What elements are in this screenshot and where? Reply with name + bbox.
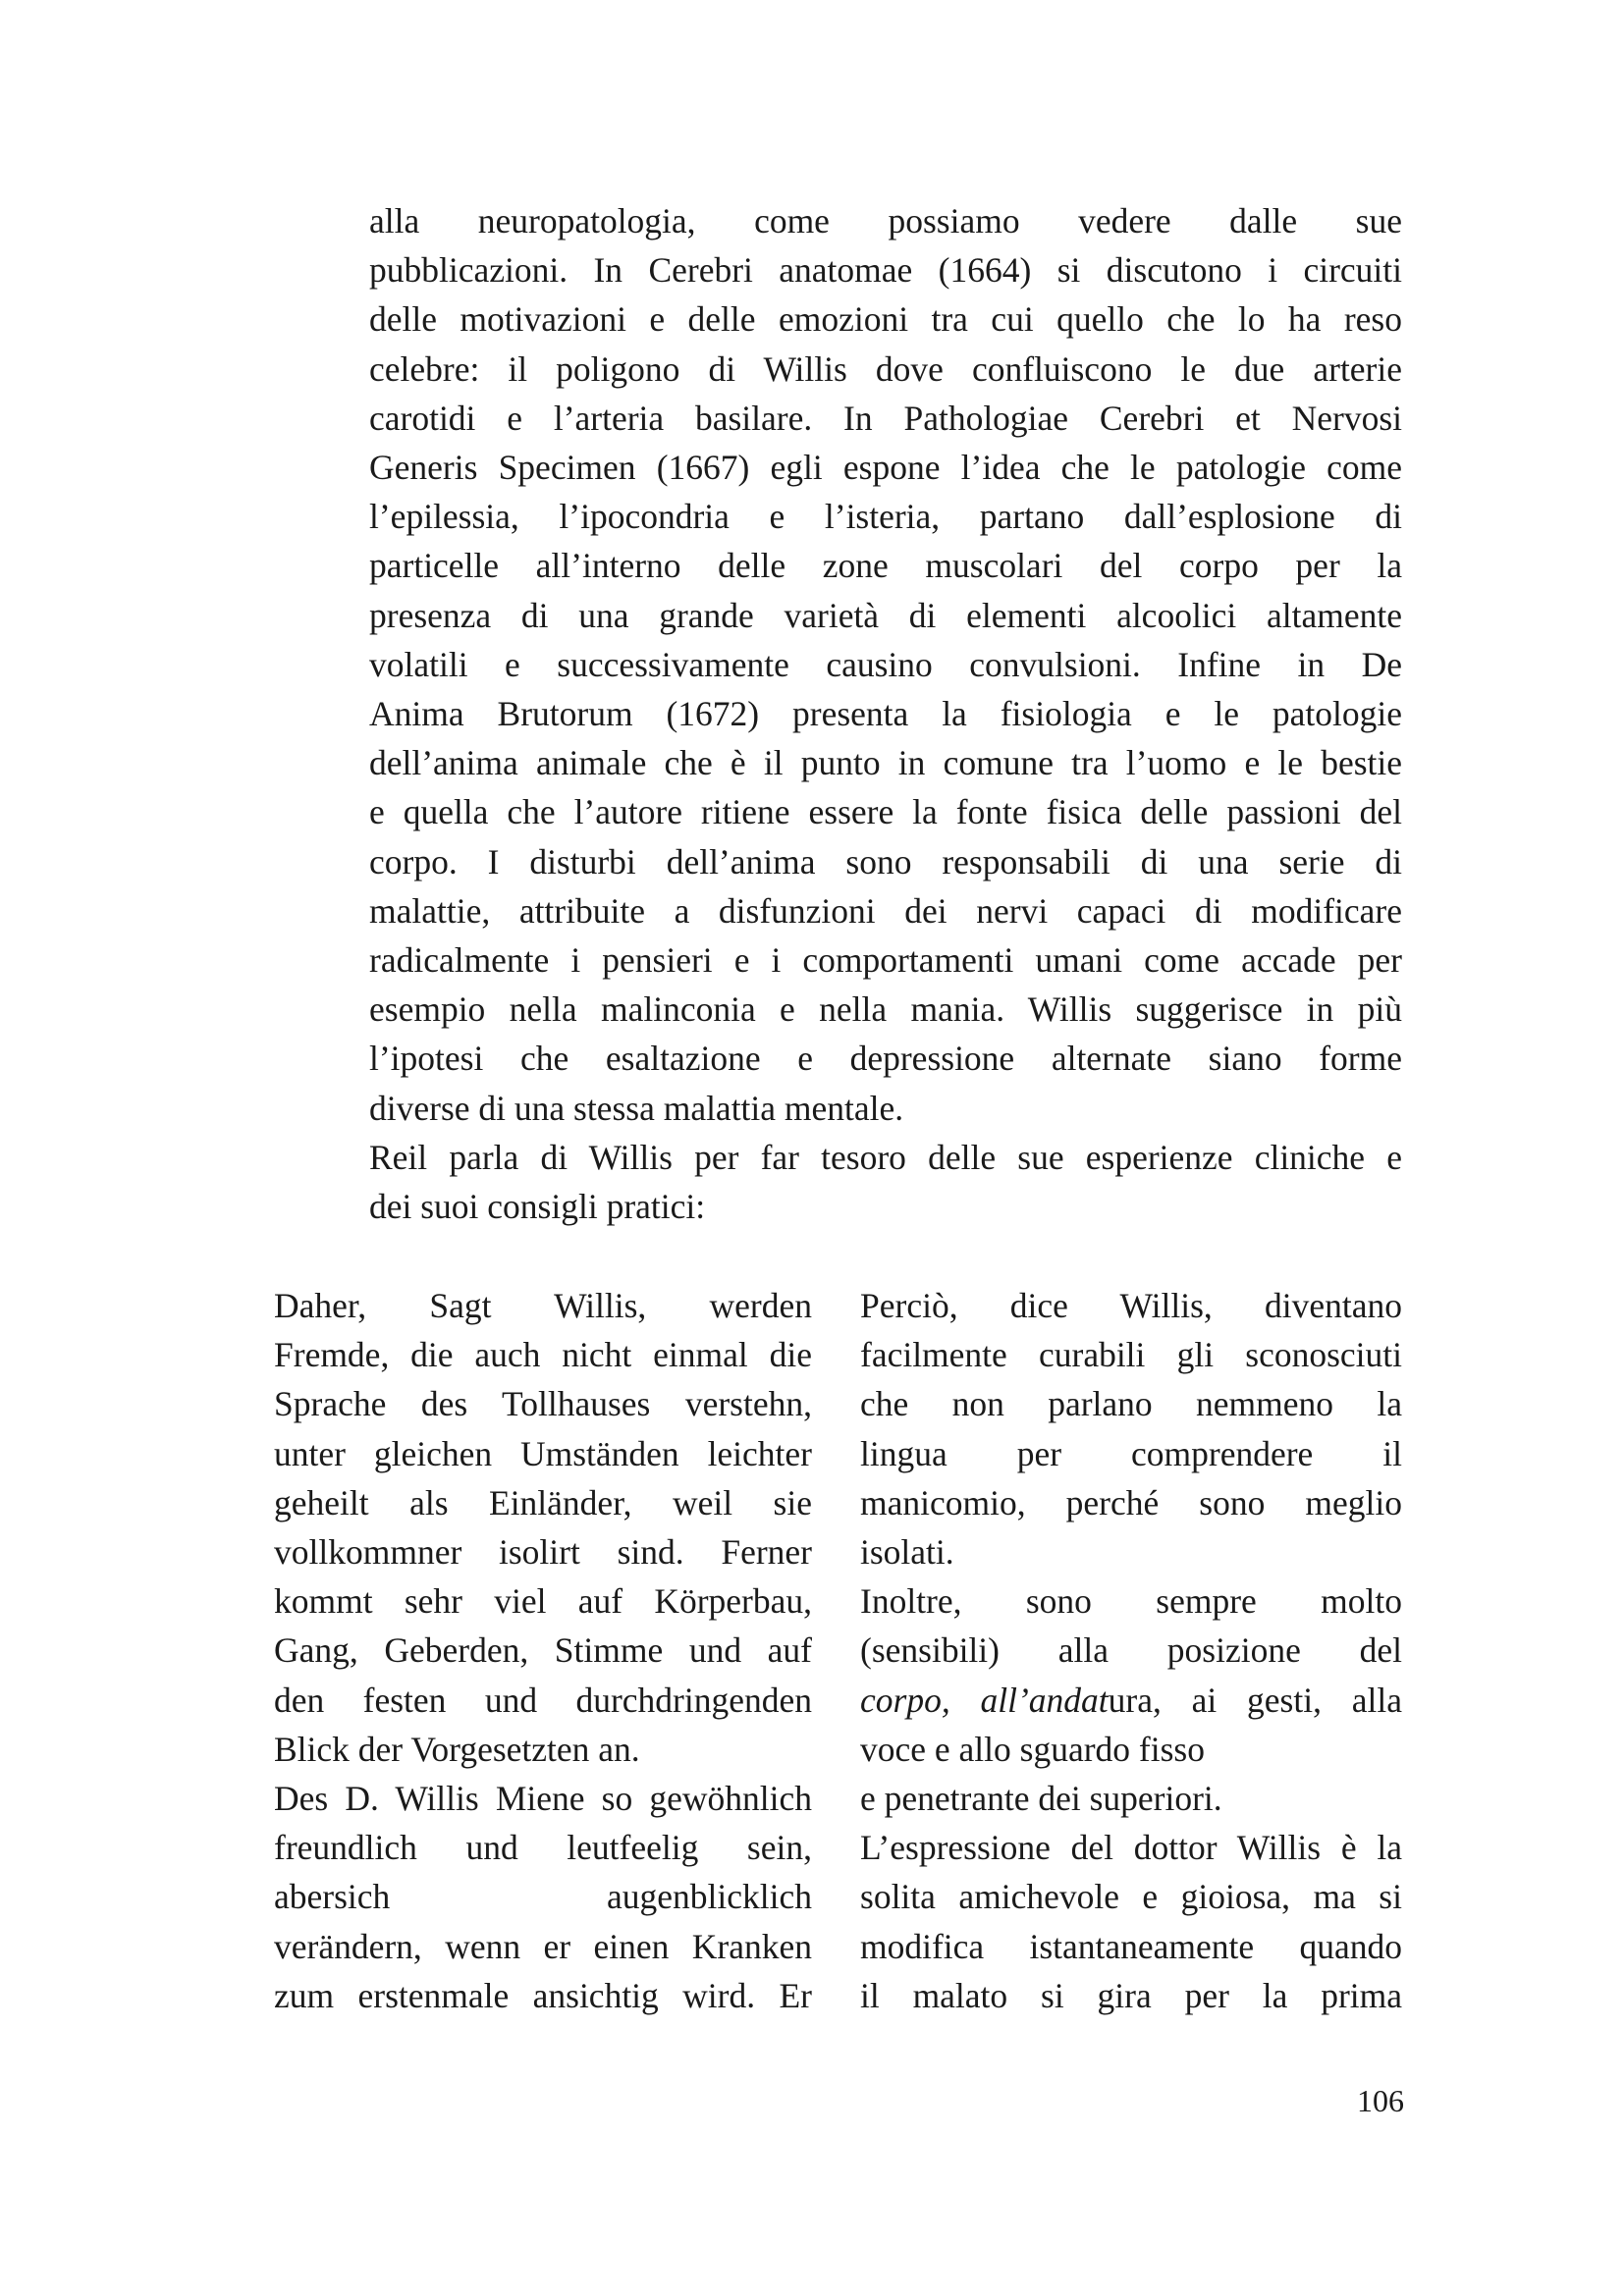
text-line: corpo. I disturbi dell’anima sono responsabili di una serie di [369, 841, 1402, 881]
italian-line: modifica istantaneamente quando [860, 1926, 1402, 1966]
text-line: malattie, attribuite a disfunzioni dei nervi capaci di modificare [369, 890, 1402, 931]
german-line: kommt sehr viel auf Körperbau, [274, 1581, 812, 1622]
italian-translation-column [860, 1281, 1402, 2020]
page-number: 106 [1357, 2083, 1404, 2118]
german-line: freundlich und leutfeelig sein, [274, 1828, 812, 1868]
german-line: Daher, Sagt Willis, werden [274, 1286, 812, 1325]
italian-line-rest: ura, ai gesti, alla [1108, 1680, 1402, 1720]
german-line: Gang, Geberden, Stimme und auf [274, 1630, 812, 1671]
italian-italic-line: L’espressione del dottor Willis è la [860, 1828, 1402, 1868]
german-line: Blick der Vorgesetzten an. [274, 1729, 640, 1769]
main-paragraph [369, 196, 1402, 1231]
italian-line: che non parlano nemmeno la [860, 1384, 1402, 1424]
text-line: particelle all’interno delle zone muscolari del corpo per la [369, 546, 1402, 586]
text-line: alla neuropatologia, come possiamo vedere dalle sue [369, 201, 1402, 240]
german-line: unter gleichen Umständen leichter [274, 1433, 812, 1473]
intro-line: Reil parla di Willis per far tesoro delle sue esperienze cliniche e [369, 1137, 1402, 1177]
text-line: Generis Specimen (1667) egli espone l’idea che le patologie come [369, 448, 1402, 488]
text-line: carotidi e l’arteria basilare. In Pathologiae Cerebri et Nervosi [369, 398, 1402, 438]
text-line: l’epilessia, l’ipocondria e l’isteria, partano dall’esplosione di [369, 497, 1402, 537]
text-line: radicalmente i pensieri e i comportamenti umani come accade per [369, 940, 1402, 981]
text-line: pubblicazioni. In Cerebri anatomae (1664) si discutono i circuiti [369, 250, 1402, 291]
text-line: esempio nella malinconia e nella mania. Willis suggerisce in più [369, 989, 1402, 1030]
text-line: dell’anima animale che è il punto in comune tra l’uomo e le bestie [369, 743, 1402, 783]
italian-line: facilmente curabili gli sconosciuti [860, 1335, 1402, 1375]
italian-line: Perciò, dice Willis, diventano [860, 1286, 1402, 1325]
german-line: den festen und durchdringenden [274, 1680, 812, 1720]
german-line: abersich augenblicklich [274, 1877, 812, 1917]
italian-italic-phrase: corpo, all’andat [860, 1680, 1109, 1720]
intro-line: dei suoi consigli pratici: [369, 1187, 706, 1227]
italian-line: lingua per comprendere il [860, 1433, 1402, 1473]
text-line: Anima Brutorum (1672) presenta la fisiologia e le patologie [369, 694, 1402, 734]
text-line: diverse di una stessa malattia mentale. [369, 1088, 904, 1128]
italian-line: isolati. [860, 1532, 954, 1573]
italian-line-mixed [860, 1676, 1402, 1725]
text-line: presenza di una grande varietà di elementi alcoolici altamente [369, 595, 1402, 635]
text-line: delle motivazioni e delle emozioni tra cui quello che lo ha reso [369, 299, 1402, 340]
german-line: geheilt als Einländer, weil sie [274, 1482, 812, 1522]
italian-line: e penetrante dei superiori. [860, 1779, 1222, 1819]
text-line: l’ipotesi che esaltazione e depressione alternate siano forme [369, 1039, 1402, 1079]
german-line: zum erstenmale ansichtig wird. Er [274, 1975, 812, 2015]
italian-line: (sensibili) alla posizione del [860, 1630, 1402, 1671]
text-line: volatili e successivamente causino convulsioni. Infine in De [369, 644, 1402, 684]
german-line: Des D. Willis Miene so gewöhnlich [274, 1779, 812, 1819]
german-line: verändern, wenn er einen Kranken [274, 1926, 812, 1966]
italian-line: il malato si gira per la prima [860, 1975, 1402, 2015]
german-line: Fremde, die auch nicht einmal die [274, 1335, 812, 1375]
italian-line: Inoltre, sono sempre molto [860, 1581, 1402, 1622]
italian-line: manicomio, perché sono meglio [860, 1482, 1402, 1522]
text-line: celebre: il poligono di Willis dove confluiscono le due arterie [369, 348, 1402, 389]
german-quote-column [274, 1281, 812, 2020]
italian-line: solita amichevole e gioiosa, ma si [860, 1877, 1402, 1917]
text-line: e quella che l’autore ritiene essere la fonte fisica delle passioni del [369, 792, 1402, 832]
german-line: vollkommner isolirt sind. Ferner [274, 1532, 812, 1573]
german-line: Sprache des Tollhauses verstehn, [274, 1384, 812, 1424]
italian-line: voce e allo sguardo fisso [860, 1729, 1205, 1769]
